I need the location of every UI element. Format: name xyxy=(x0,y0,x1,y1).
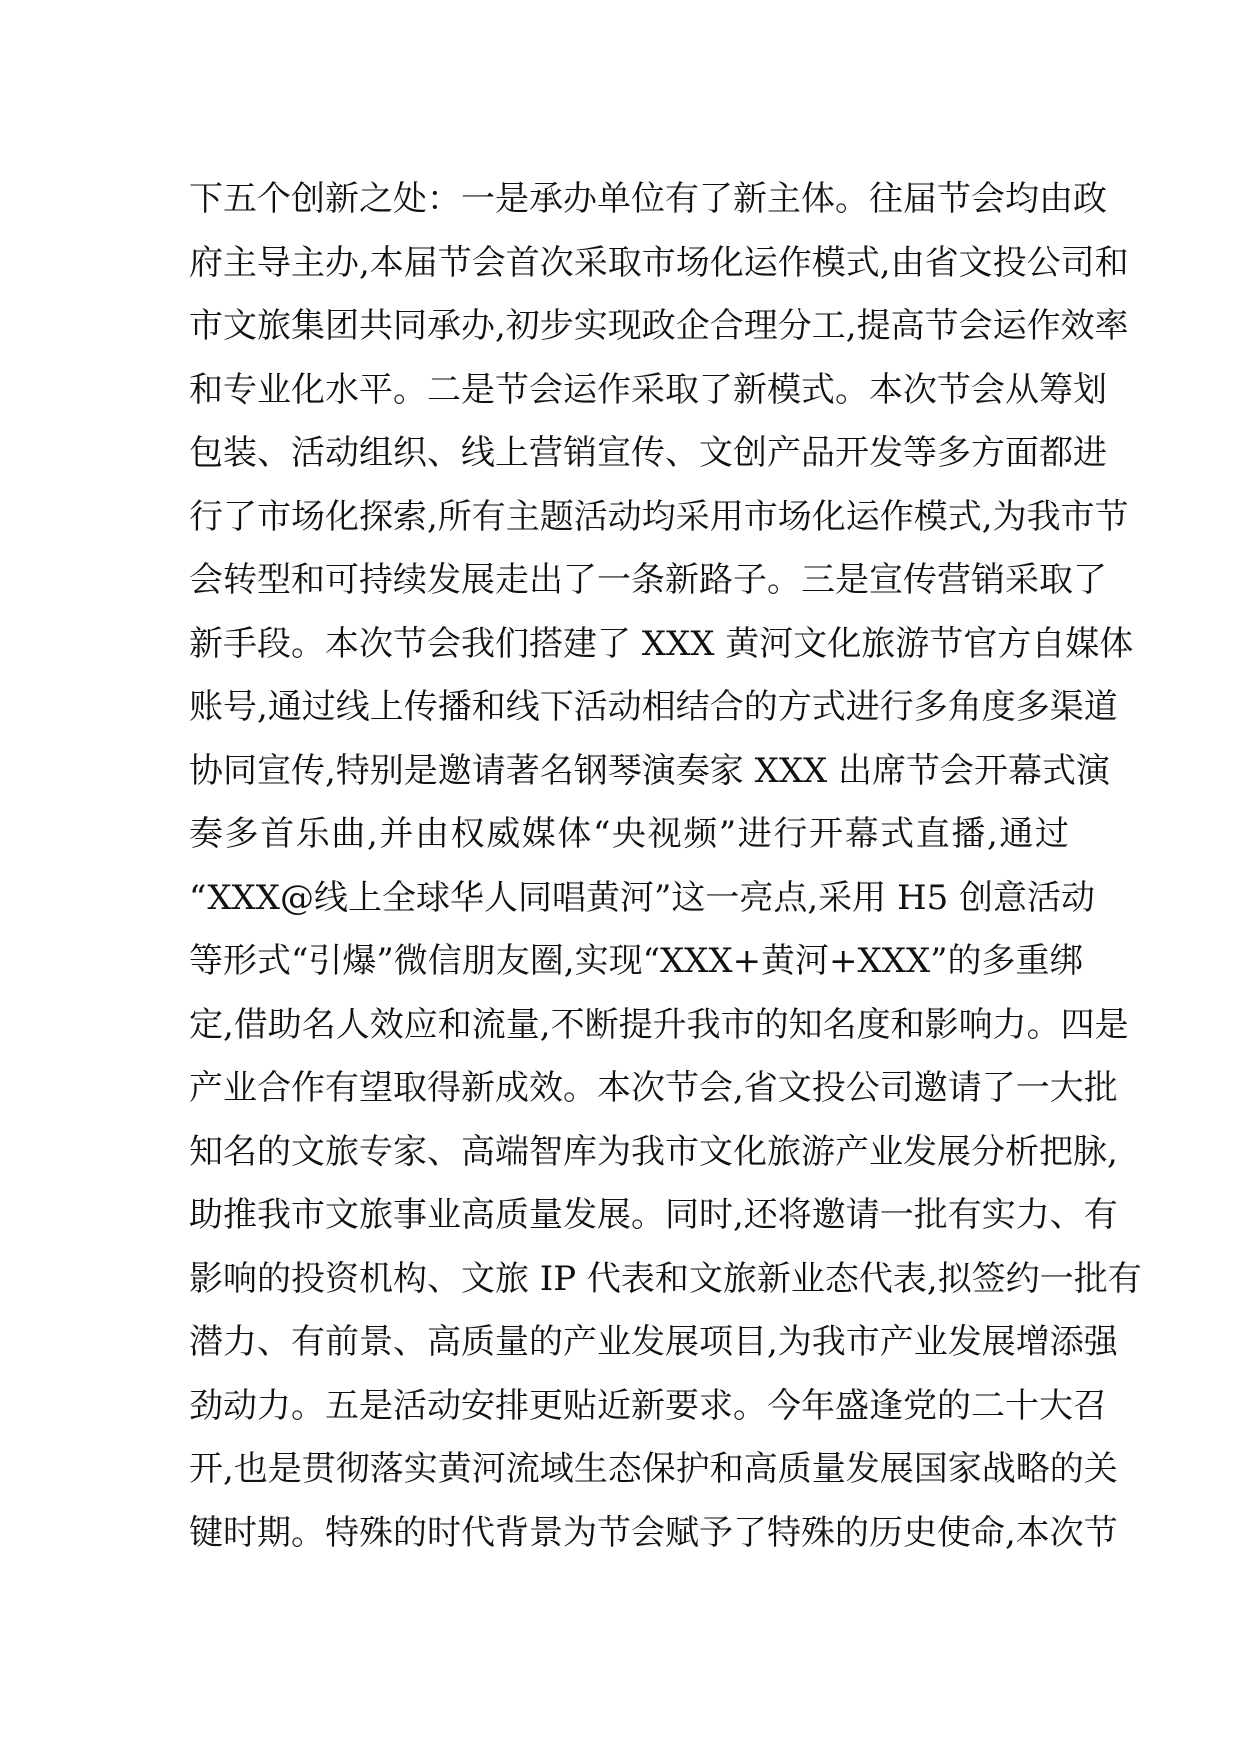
text-line: 影响的投资机构、文旅 IP 代表和文旅新业态代表,拟签约一批有 xyxy=(189,1258,1142,1299)
text-line: 等形式“引爆”微信朋友圈,实现“XXX+黄河+XXX”的多重绑 xyxy=(189,941,1084,981)
text-line: 潜力、有前景、高质量的产业发展项目,为我市产业发展增添强 xyxy=(189,1322,1118,1362)
text-line: 产业合作有望取得新成效。本次节会,省文投公司邀请了一大批 xyxy=(189,1068,1118,1108)
text-line: 账号,通过线上传播和线下活动相结合的方式进行多角度多渠道 xyxy=(189,687,1118,727)
text-line: 市文旅集团共同承办,初步实现政企合理分工,提高节会运作效率 xyxy=(189,306,1129,346)
text-line: 包装、活动组织、线上营销宣传、文创产品开发等多方面都进 xyxy=(189,433,1107,473)
text-line: 和专业化水平。二是节会运作采取了新模式。本次节会从筹划 xyxy=(189,369,1107,410)
text-line: 行了市场化探索,所有主题活动均采用市场化运作模式,为我市节 xyxy=(189,496,1129,537)
text-line: 定,借助名人效应和流量,不断提升我市的知名度和影响力。四是 xyxy=(189,1004,1129,1045)
text-line: 劲动力。五是活动安排更贴近新要求。今年盛逢党的二十大召 xyxy=(189,1385,1107,1426)
text-line: 会转型和可持续发展走出了一条新路子。三是宣传营销采取了 xyxy=(189,560,1107,600)
text-line: 协同宣传,特别是邀请著名钢琴演奏家 XXX 出席节会开幕式演 xyxy=(189,750,1111,791)
body-paragraph xyxy=(189,168,1142,1565)
text-line: 键时期。特殊的时代背景为节会赋予了特殊的历史使命,本次节 xyxy=(189,1512,1118,1553)
text-line: “XXX@线上全球华人同唱黄河”这一亮点,采用 H5 创意活动 xyxy=(189,877,1096,918)
text-line: 新手段。本次节会我们搭建了 XXX 黄河文化旅游节官方自媒体 xyxy=(189,623,1134,664)
text-line: 开,也是贯彻落实黄河流域生态保护和高质量发展国家战略的关 xyxy=(189,1449,1118,1489)
text-line: 下五个创新之处：一是承办单位有了新主体。往届节会均由政 xyxy=(189,179,1107,219)
text-line: 助推我市文旅事业高质量发展。同时,还将邀请一批有实力、有 xyxy=(189,1195,1118,1235)
text-line: 知名的文旅专家、高端智库为我市文化旅游产业发展分析把脉, xyxy=(189,1131,1118,1172)
text-line: 府主导主办,本届节会首次采取市场化运作模式,由省文投公司和 xyxy=(189,242,1129,283)
text-line: 奏多首乐曲,并由权威媒体“央视频”进行开幕式直播,通过 xyxy=(189,814,1069,854)
